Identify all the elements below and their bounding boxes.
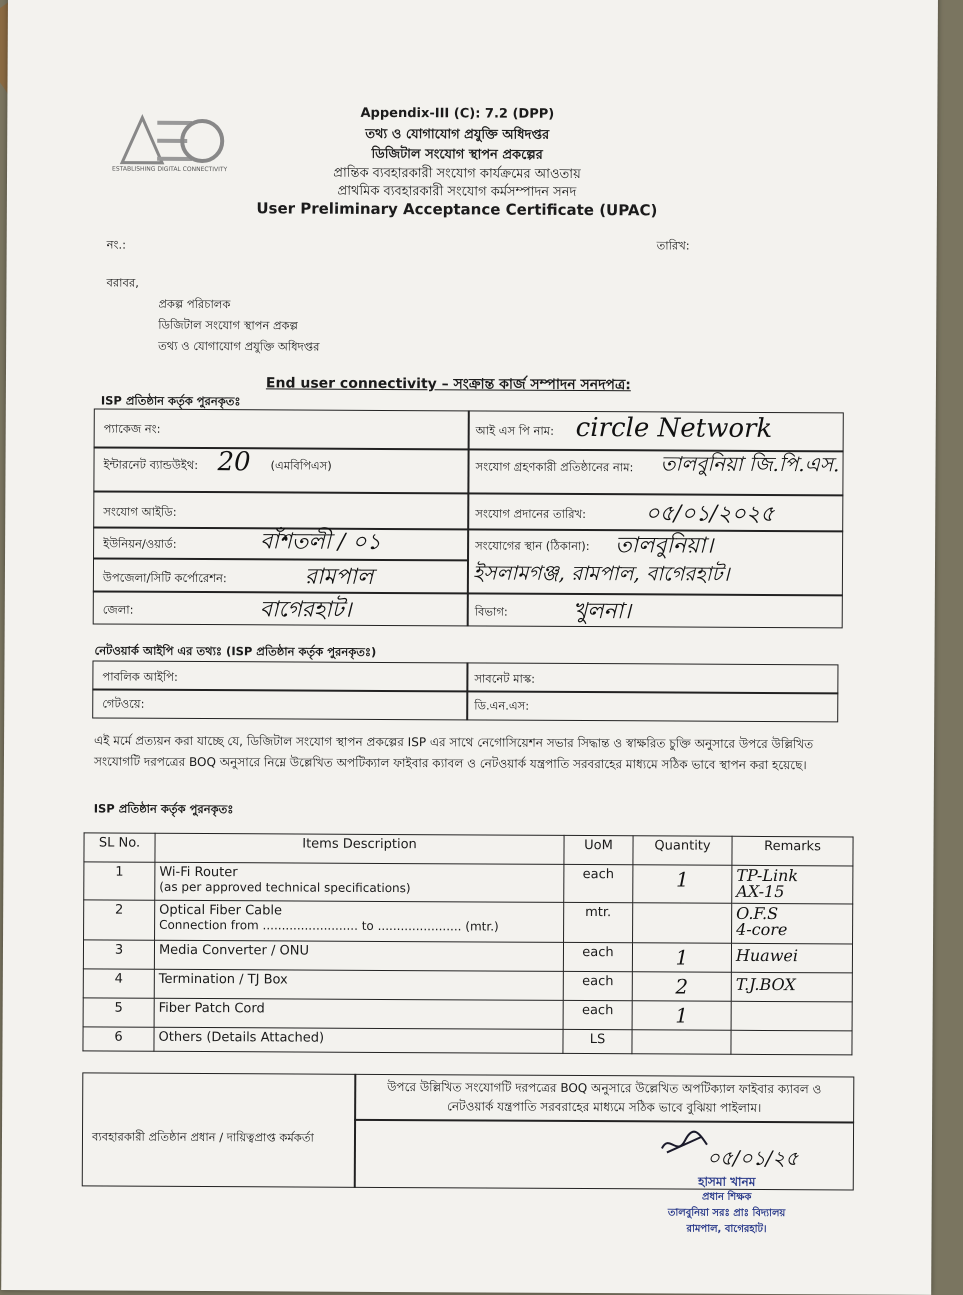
district-value: বাগেরহাট। — [259, 597, 352, 623]
item-description: Optical Fiber Cable — [159, 902, 283, 919]
isp-name-label: আই এস পি নাম: — [475, 423, 555, 438]
bandwidth-value: 20 — [217, 447, 251, 478]
dns-label: ডি.এন.এস: — [474, 698, 530, 713]
table-row: 4 Termination / TJ Box each 2 T.J.BOX — [83, 969, 852, 1002]
division-value: খুলনা। — [572, 598, 632, 625]
certificate-title: User Preliminary Acceptance Certificate (UPAC) — [256, 199, 658, 220]
header-uom: UoM — [564, 835, 633, 864]
subnet-mask-label: সাবনেট মাস্ক: — [474, 671, 536, 686]
item-remarks-2: 4-core — [736, 919, 788, 940]
connection-date-value: ০৫/০১/২০২৫ — [645, 501, 775, 528]
item-remarks: T.J.BOX — [731, 972, 852, 1002]
recipient-label: সংযোগ গ্রহণকারী প্রতিষ্ঠানের নাম: — [475, 459, 634, 475]
address-line-1: প্রকল্প পরিচালক — [158, 296, 231, 312]
edc-logo-icon — [117, 113, 227, 169]
department-name: তথ্য ও যোগাযোগ প্রযুক্তি অধিদপ্তর — [365, 126, 550, 143]
table-row: 1 Wi-Fi Router (as per approved technical specifications) each 1 TP-Link AX-15 — [84, 862, 853, 904]
address-line-2: ডিজিটাল সংযোগ স্থাপন প্রকল্প — [158, 317, 298, 333]
official-label: ব্যবহারকারী প্রতিষ্ঠান প্রধান / দায়িত্বপ্রাপ্ত কর্মকর্তা — [91, 1129, 314, 1145]
location-value-continued: ইসলামগঞ্জ, রামপাল, বাগেরহাট। — [472, 560, 730, 586]
item-quantity — [633, 903, 732, 944]
header-line-4: প্রাথমিক ব্যবহারকারী সংযোগ কর্মসম্পাদন সনদ — [337, 183, 577, 200]
table-row: 5 Fiber Patch Cord each 1 — [83, 998, 852, 1031]
project-name: ডিজিটাল সংযোগ স্থাপন প্রকল্পের — [371, 146, 543, 163]
item-quantity: 1 — [633, 865, 732, 904]
acceptance-text: উপরে উল্লিখিত সংযোগটি দরপত্রের BOQ অনুসারে উল্লেখিত অপটিক্যাল ফাইবার ক্যাবল ও নেটওয়ার্ক যন্ত্রপাতি সরবরাহের মাধ্যমে সঠিক ভাবে বুঝিয়া পাইলাম। — [387, 1080, 822, 1115]
union-value: বাঁশতলী / ০১ — [260, 529, 382, 555]
address-line-3: তথ্য ও যোগাযোগ প্রযুক্তি অধিদপ্তর — [158, 338, 320, 354]
header-remarks: Remarks — [732, 836, 853, 866]
item-description-note: (as per approved technical specifications) — [159, 879, 411, 896]
header-sl: SL No. — [84, 833, 155, 862]
recipient-value: তালবুনিয়া জি.পি.এস. — [660, 451, 840, 477]
union-label: ইউনিয়ন/ওয়ার্ড: — [103, 536, 177, 551]
stamp-place: রামপাল, বাগেরহাট। — [686, 1223, 767, 1235]
item-description: Wi-Fi Router — [159, 864, 238, 881]
item-remarks: Huawei — [731, 943, 852, 973]
bandwidth-label: ইন্টারনেট ব্যান্ডউইথ: — [103, 457, 199, 473]
isp-name-value: circle Network — [575, 412, 773, 445]
item-description: Fiber Patch Cord — [154, 998, 563, 1029]
upazila-label: উপজেলা/সিটি কর্পোরেশন: — [102, 570, 227, 586]
item-quantity: 2 — [632, 972, 731, 1002]
connection-date-label: সংযোগ প্রদানের তারিখ: — [475, 506, 587, 522]
item-description: Termination / TJ Box — [154, 969, 563, 1000]
item-remarks — [731, 1001, 852, 1031]
table-row: 2 Optical Fiber Cable Connection from ......................... to ...................... (mtr.) mtr. O.F.S 4-core — [84, 900, 853, 944]
item-remarks-2: AX-15 — [736, 881, 785, 902]
item-remarks: O.F.S — [736, 903, 779, 924]
stamp-name: হাসমা খানম — [698, 1174, 756, 1189]
table-row: 6 Others (Details Attached) LS — [83, 1027, 852, 1055]
date-label: তারিখ: — [656, 238, 690, 253]
address-to: বরাবর, — [106, 275, 139, 290]
ref-no-label: নং.: — [106, 237, 127, 252]
appendix-label: Appendix-III (C): 7.2 (DPP) — [360, 105, 555, 122]
item-quantity: 1 — [632, 1001, 731, 1031]
network-info-title: নেটওয়ার্ক আইপি এর তথ্যঃ (ISP প্রতিষ্ঠান কর্তৃক পুরনকৃতঃ) — [94, 643, 377, 659]
certificate-page — [1, 0, 938, 1295]
item-description: Media Converter / ONU — [154, 940, 563, 971]
location-value: তালবুনিয়া। — [615, 533, 714, 559]
gateway-label: গেটওয়ে: — [102, 696, 145, 711]
logo-caption: ESTABLISHING DIGITAL CONNECTIVITY — [112, 165, 228, 174]
item-quantity — [632, 1030, 731, 1055]
upazila-value: রামপাল — [304, 564, 374, 590]
header-description: Items Description — [155, 833, 564, 864]
location-label: সংযোগের স্থান (ঠিকানা): — [475, 538, 590, 554]
items-table — [82, 832, 853, 1055]
declaration-text: এই মর্মে প্রত্যয়ন করা যাচ্ছে যে, ডিজিটাল সংযোগ স্থাপন প্রকল্পের ISP এর সাথে নেগোসিয়েশন সভার সিদ্ধান্ত ও স্বাক্ষরিত চুক্তি অনুসারে উপরে উল্লিখিত সংযোগটি দরপত্রের BOQ অনুসারে নিম্নে উল্লেখিত অপটিক্যাল ফাইবার ক্যাবল ও নেটওয়ার্ক যন্ত্রপাতি সরবরাহের মাধ্যমে সঠিক ভাবে স্থাপন করা হয়েছে। — [93, 733, 814, 773]
table-row: 3 Media Converter / ONU each 1 Huawei — [83, 940, 852, 973]
item-quantity: 1 — [632, 943, 731, 973]
stamp-school: তালবুনিয়া সরঃ প্রাঃ বিদ্যালয় — [667, 1207, 786, 1220]
item-description-note: Connection from ......................... to ...................... (mtr.) — [159, 917, 499, 934]
header-quantity: Quantity — [633, 836, 732, 866]
bandwidth-unit: (এমবিপিএস) — [270, 458, 332, 473]
package-label: প্যাকেজ নং: — [103, 421, 161, 436]
signature-date: ০৫/০১/২৫ — [706, 1145, 799, 1171]
district-label: জেলা: — [102, 602, 134, 617]
header-line-3: প্রান্তিক ব্যবহারকারী সংযোগ কার্যক্রমের আওতায় — [333, 165, 581, 183]
item-remarks — [731, 1030, 852, 1055]
isp-filled-label: ISP প্রতিষ্ঠান কর্তৃক পুরনকৃতঃ — [100, 393, 241, 409]
items-filled-label: ISP প্রতিষ্ঠান কর্তৃক পুরনকৃতঃ — [93, 801, 234, 817]
stamp-role: প্রধান শিক্ষক — [702, 1191, 752, 1203]
item-description: Others (Details Attached) — [154, 1027, 563, 1053]
section-title: End user connectivity – সংক্রান্ত কার্জ সম্পাদন সনদপত্র: — [265, 375, 631, 394]
connection-id-label: সংযোগ আইডি: — [103, 504, 177, 519]
division-label: বিভাগ: — [474, 604, 508, 619]
public-ip-label: পাবলিক আইপি: — [102, 669, 178, 684]
item-remarks: TP-Link — [736, 865, 799, 886]
